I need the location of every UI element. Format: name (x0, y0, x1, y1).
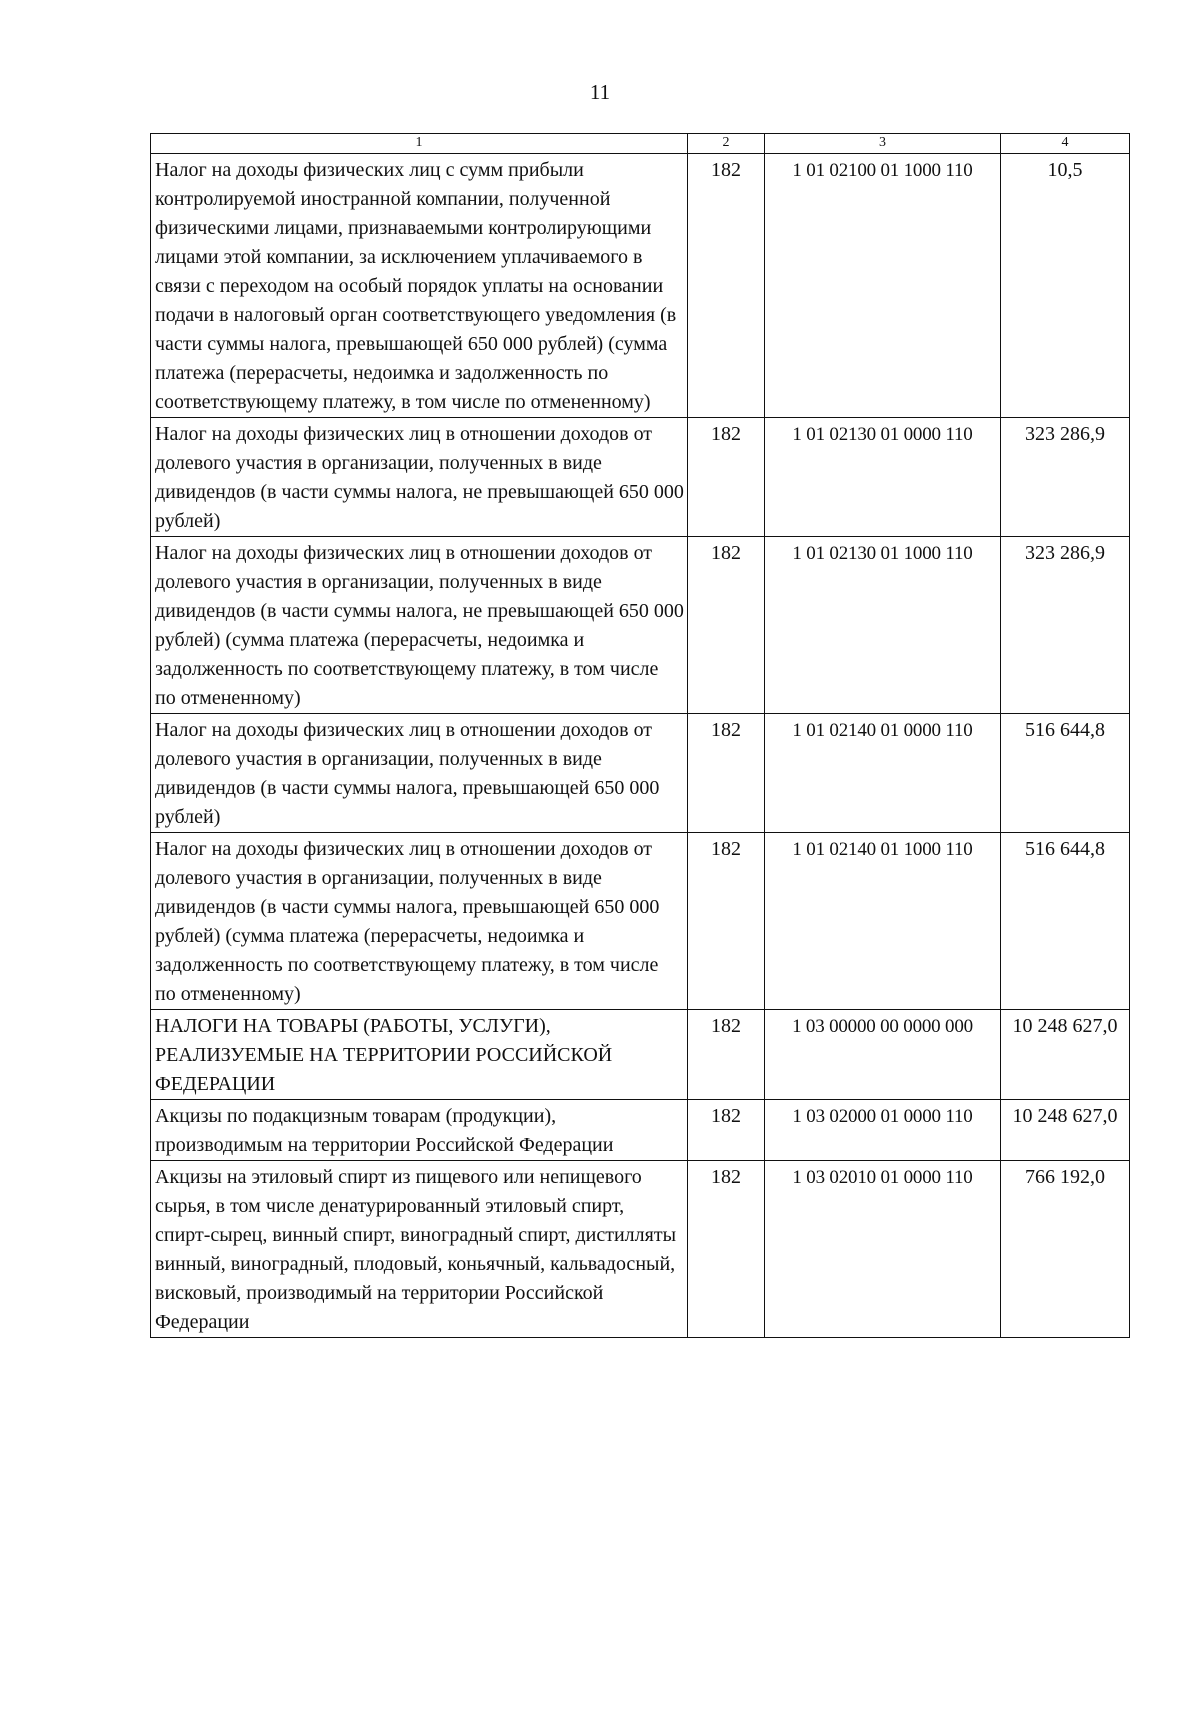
table-row (151, 537, 1130, 714)
revenue-name: Налог на доходы физических лиц в отношении доходов от долевого участия в организации, полученных в виде дивидендов (в части суммы налога, превышающей 650 000 рублей) (151, 714, 688, 833)
administrator-code: 182 (688, 418, 765, 537)
budget-classification-code: 1 01 02100 01 1000 110 (765, 154, 1001, 418)
administrator-code: 182 (688, 833, 765, 1010)
amount: 10,5 (1001, 154, 1130, 418)
amount: 323 286,9 (1001, 537, 1130, 714)
budget-classification-code: 1 01 02140 01 0000 110 (765, 714, 1001, 833)
column-header-1: 1 (151, 134, 688, 154)
amount: 10 248 627,0 (1001, 1100, 1130, 1161)
amount: 766 192,0 (1001, 1161, 1130, 1338)
page-number: 11 (589, 80, 611, 104)
column-header-3: 3 (765, 134, 1001, 154)
table-row (151, 714, 1130, 833)
administrator-code: 182 (688, 1161, 765, 1338)
column-header-4: 4 (1001, 134, 1130, 154)
table-row (151, 833, 1130, 1010)
amount: 516 644,8 (1001, 714, 1130, 833)
budget-classification-code: 1 03 02000 01 0000 110 (765, 1100, 1001, 1161)
revenue-name: НАЛОГИ НА ТОВАРЫ (РАБОТЫ, УСЛУГИ), РЕАЛИЗУЕМЫЕ НА ТЕРРИТОРИИ РОССИЙСКОЙ ФЕДЕРАЦИИ (151, 1010, 688, 1100)
revenue-name: Налог на доходы физических лиц в отношении доходов от долевого участия в организации, полученных в виде дивидендов (в части суммы налога, превышающей 650 000 рублей) (сумма платежа (перерасчеты, недоимка и задолженность по соответствующему платежу, в том числе по отмененному) (151, 833, 688, 1010)
budget-classification-code: 1 01 02140 01 1000 110 (765, 833, 1001, 1010)
revenue-name: Налог на доходы физических лиц в отношении доходов от долевого участия в организации, полученных в виде дивидендов (в части суммы налога, не превышающей 650 000 рублей) (151, 418, 688, 537)
budget-classification-code: 1 03 02010 01 0000 110 (765, 1161, 1001, 1338)
administrator-code: 182 (688, 154, 765, 418)
revenue-name: Налог на доходы физических лиц с сумм прибыли контролируемой иностранной компании, полученной физическими лицами, признаваемыми контролирующими лицами этой компании, за исключением уплачиваемого в связи с переходом на особый порядок уплаты на основании подачи в налоговый орган соответствующего уведомления (в части суммы налога, превышающей 650 000 рублей) (сумма платежа (перерасчеты, недоимка и задолженность по соответствующему платежу, в том числе по отмененному) (151, 154, 688, 418)
administrator-code: 182 (688, 1010, 765, 1100)
administrator-code: 182 (688, 537, 765, 714)
table-row (151, 1161, 1130, 1338)
revenue-name: Акцизы по подакцизным товарам (продукции), производимым на территории Российской Федерации (151, 1100, 688, 1161)
budget-revenue-table (150, 133, 1130, 1338)
revenue-name: Налог на доходы физических лиц в отношении доходов от долевого участия в организации, полученных в виде дивидендов (в части суммы налога, не превышающей 650 000 рублей) (сумма платежа (перерасчеты, недоимка и задолженность по соответствующему платежу, в том числе по отмененному) (151, 537, 688, 714)
table-header-row (151, 134, 1130, 154)
table-row (151, 154, 1130, 418)
table-row (151, 1100, 1130, 1161)
table-row (151, 1010, 1130, 1100)
table-row (151, 418, 1130, 537)
budget-classification-code: 1 03 00000 00 0000 000 (765, 1010, 1001, 1100)
amount: 516 644,8 (1001, 833, 1130, 1010)
amount: 323 286,9 (1001, 418, 1130, 537)
administrator-code: 182 (688, 714, 765, 833)
revenue-name: Акцизы на этиловый спирт из пищевого или непищевого сырья, в том числе денатурированный этиловый спирт, спирт-сырец, винный спирт, виноградный спирт, дистилляты винный, виноградный, плодовый, коньячный, кальвадосный, висковый, производимый на территории Российской Федерации (151, 1161, 688, 1338)
amount: 10 248 627,0 (1001, 1010, 1130, 1100)
column-header-2: 2 (688, 134, 765, 154)
administrator-code: 182 (688, 1100, 765, 1161)
budget-classification-code: 1 01 02130 01 1000 110 (765, 537, 1001, 714)
budget-classification-code: 1 01 02130 01 0000 110 (765, 418, 1001, 537)
